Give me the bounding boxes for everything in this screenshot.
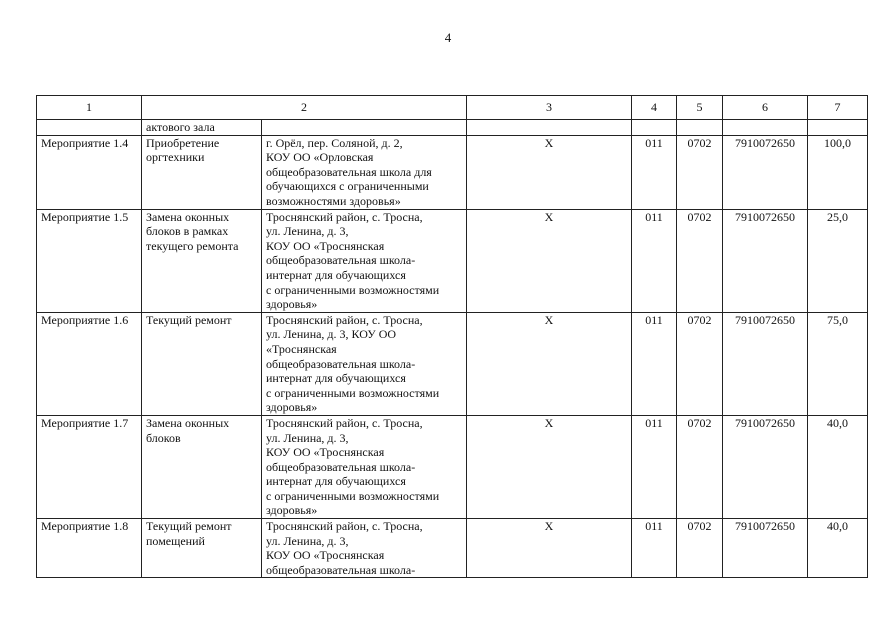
cell-name: актового зала <box>142 120 262 136</box>
cell-col6: 7910072650 <box>723 519 808 578</box>
cell-col4: 011 <box>632 209 677 312</box>
cell-col6: 7910072650 <box>723 415 808 518</box>
header-row <box>37 96 868 120</box>
cell-col5: 0702 <box>677 135 723 209</box>
cell-address: Троснянский район, с. Тросна, ул. Ленина, д. 3, КОУ ОО «Троснянская общеобразовательная школа- интернат для обучающихся с ограниченными возможностями здоровья» <box>262 312 467 415</box>
table-row <box>37 519 868 578</box>
cell-col5: 0702 <box>677 415 723 518</box>
cell-col6: 7910072650 <box>723 312 808 415</box>
cell-address: г. Орёл, пер. Соляной, д. 2, КОУ ОО «Орловская общеобразовательная школа для обучающихся с ограниченными возможностями здоровья» <box>262 135 467 209</box>
cell-address: Троснянский район, с. Тросна, ул. Ленина, д. 3, КОУ ОО «Троснянская общеобразовательная школа- <box>262 519 467 578</box>
cell-event: Мероприятие 1.7 <box>37 415 142 518</box>
cell-event: Мероприятие 1.8 <box>37 519 142 578</box>
cell-col3: Х <box>467 209 632 312</box>
cell-address: Троснянский район, с. Тросна, ул. Ленина, д. 3, КОУ ОО «Троснянская общеобразовательная школа- интернат для обучающихся с ограниченными возможностями здоровья» <box>262 415 467 518</box>
cell-name: Текущий ремонт помещений <box>142 519 262 578</box>
cell-col5 <box>677 120 723 136</box>
budget-table <box>36 95 868 578</box>
cell-event: Мероприятие 1.4 <box>37 135 142 209</box>
cell-col3: Х <box>467 135 632 209</box>
cell-name: Приобретение оргтехники <box>142 135 262 209</box>
table-row-continuation <box>37 120 868 136</box>
cell-event: Мероприятие 1.5 <box>37 209 142 312</box>
cell-name: Замена оконных блоков в рамках текущего ремонта <box>142 209 262 312</box>
cell-col7: 75,0 <box>808 312 868 415</box>
cell-col4: 011 <box>632 519 677 578</box>
cell-col4: 011 <box>632 312 677 415</box>
table-row <box>37 312 868 415</box>
cell-event: Мероприятие 1.6 <box>37 312 142 415</box>
header-col-5: 5 <box>677 96 723 120</box>
table-row <box>37 415 868 518</box>
cell-name: Замена оконных блоков <box>142 415 262 518</box>
cell-col5: 0702 <box>677 519 723 578</box>
cell-col7: 40,0 <box>808 519 868 578</box>
cell-address <box>262 120 467 136</box>
cell-col3 <box>467 120 632 136</box>
cell-col6: 7910072650 <box>723 135 808 209</box>
header-col-6: 6 <box>723 96 808 120</box>
cell-event <box>37 120 142 136</box>
table-row <box>37 209 868 312</box>
cell-col5: 0702 <box>677 312 723 415</box>
header-col-7: 7 <box>808 96 868 120</box>
cell-col7: 100,0 <box>808 135 868 209</box>
cell-col6 <box>723 120 808 136</box>
header-col-2: 2 <box>142 96 467 120</box>
cell-col4 <box>632 120 677 136</box>
header-col-1: 1 <box>37 96 142 120</box>
cell-col3: Х <box>467 519 632 578</box>
header-col-4: 4 <box>632 96 677 120</box>
cell-name: Текущий ремонт <box>142 312 262 415</box>
cell-col7: 25,0 <box>808 209 868 312</box>
cell-col3: Х <box>467 312 632 415</box>
cell-col7: 40,0 <box>808 415 868 518</box>
table-row <box>37 135 868 209</box>
cell-col6: 7910072650 <box>723 209 808 312</box>
cell-col3: Х <box>467 415 632 518</box>
cell-col4: 011 <box>632 135 677 209</box>
cell-col4: 011 <box>632 415 677 518</box>
cell-col7 <box>808 120 868 136</box>
cell-address: Троснянский район, с. Тросна, ул. Ленина, д. 3, КОУ ОО «Троснянская общеобразовательная школа- интернат для обучающихся с ограниченными возможностями здоровья» <box>262 209 467 312</box>
page-number: 4 <box>444 30 452 45</box>
header-col-3: 3 <box>467 96 632 120</box>
cell-col5: 0702 <box>677 209 723 312</box>
